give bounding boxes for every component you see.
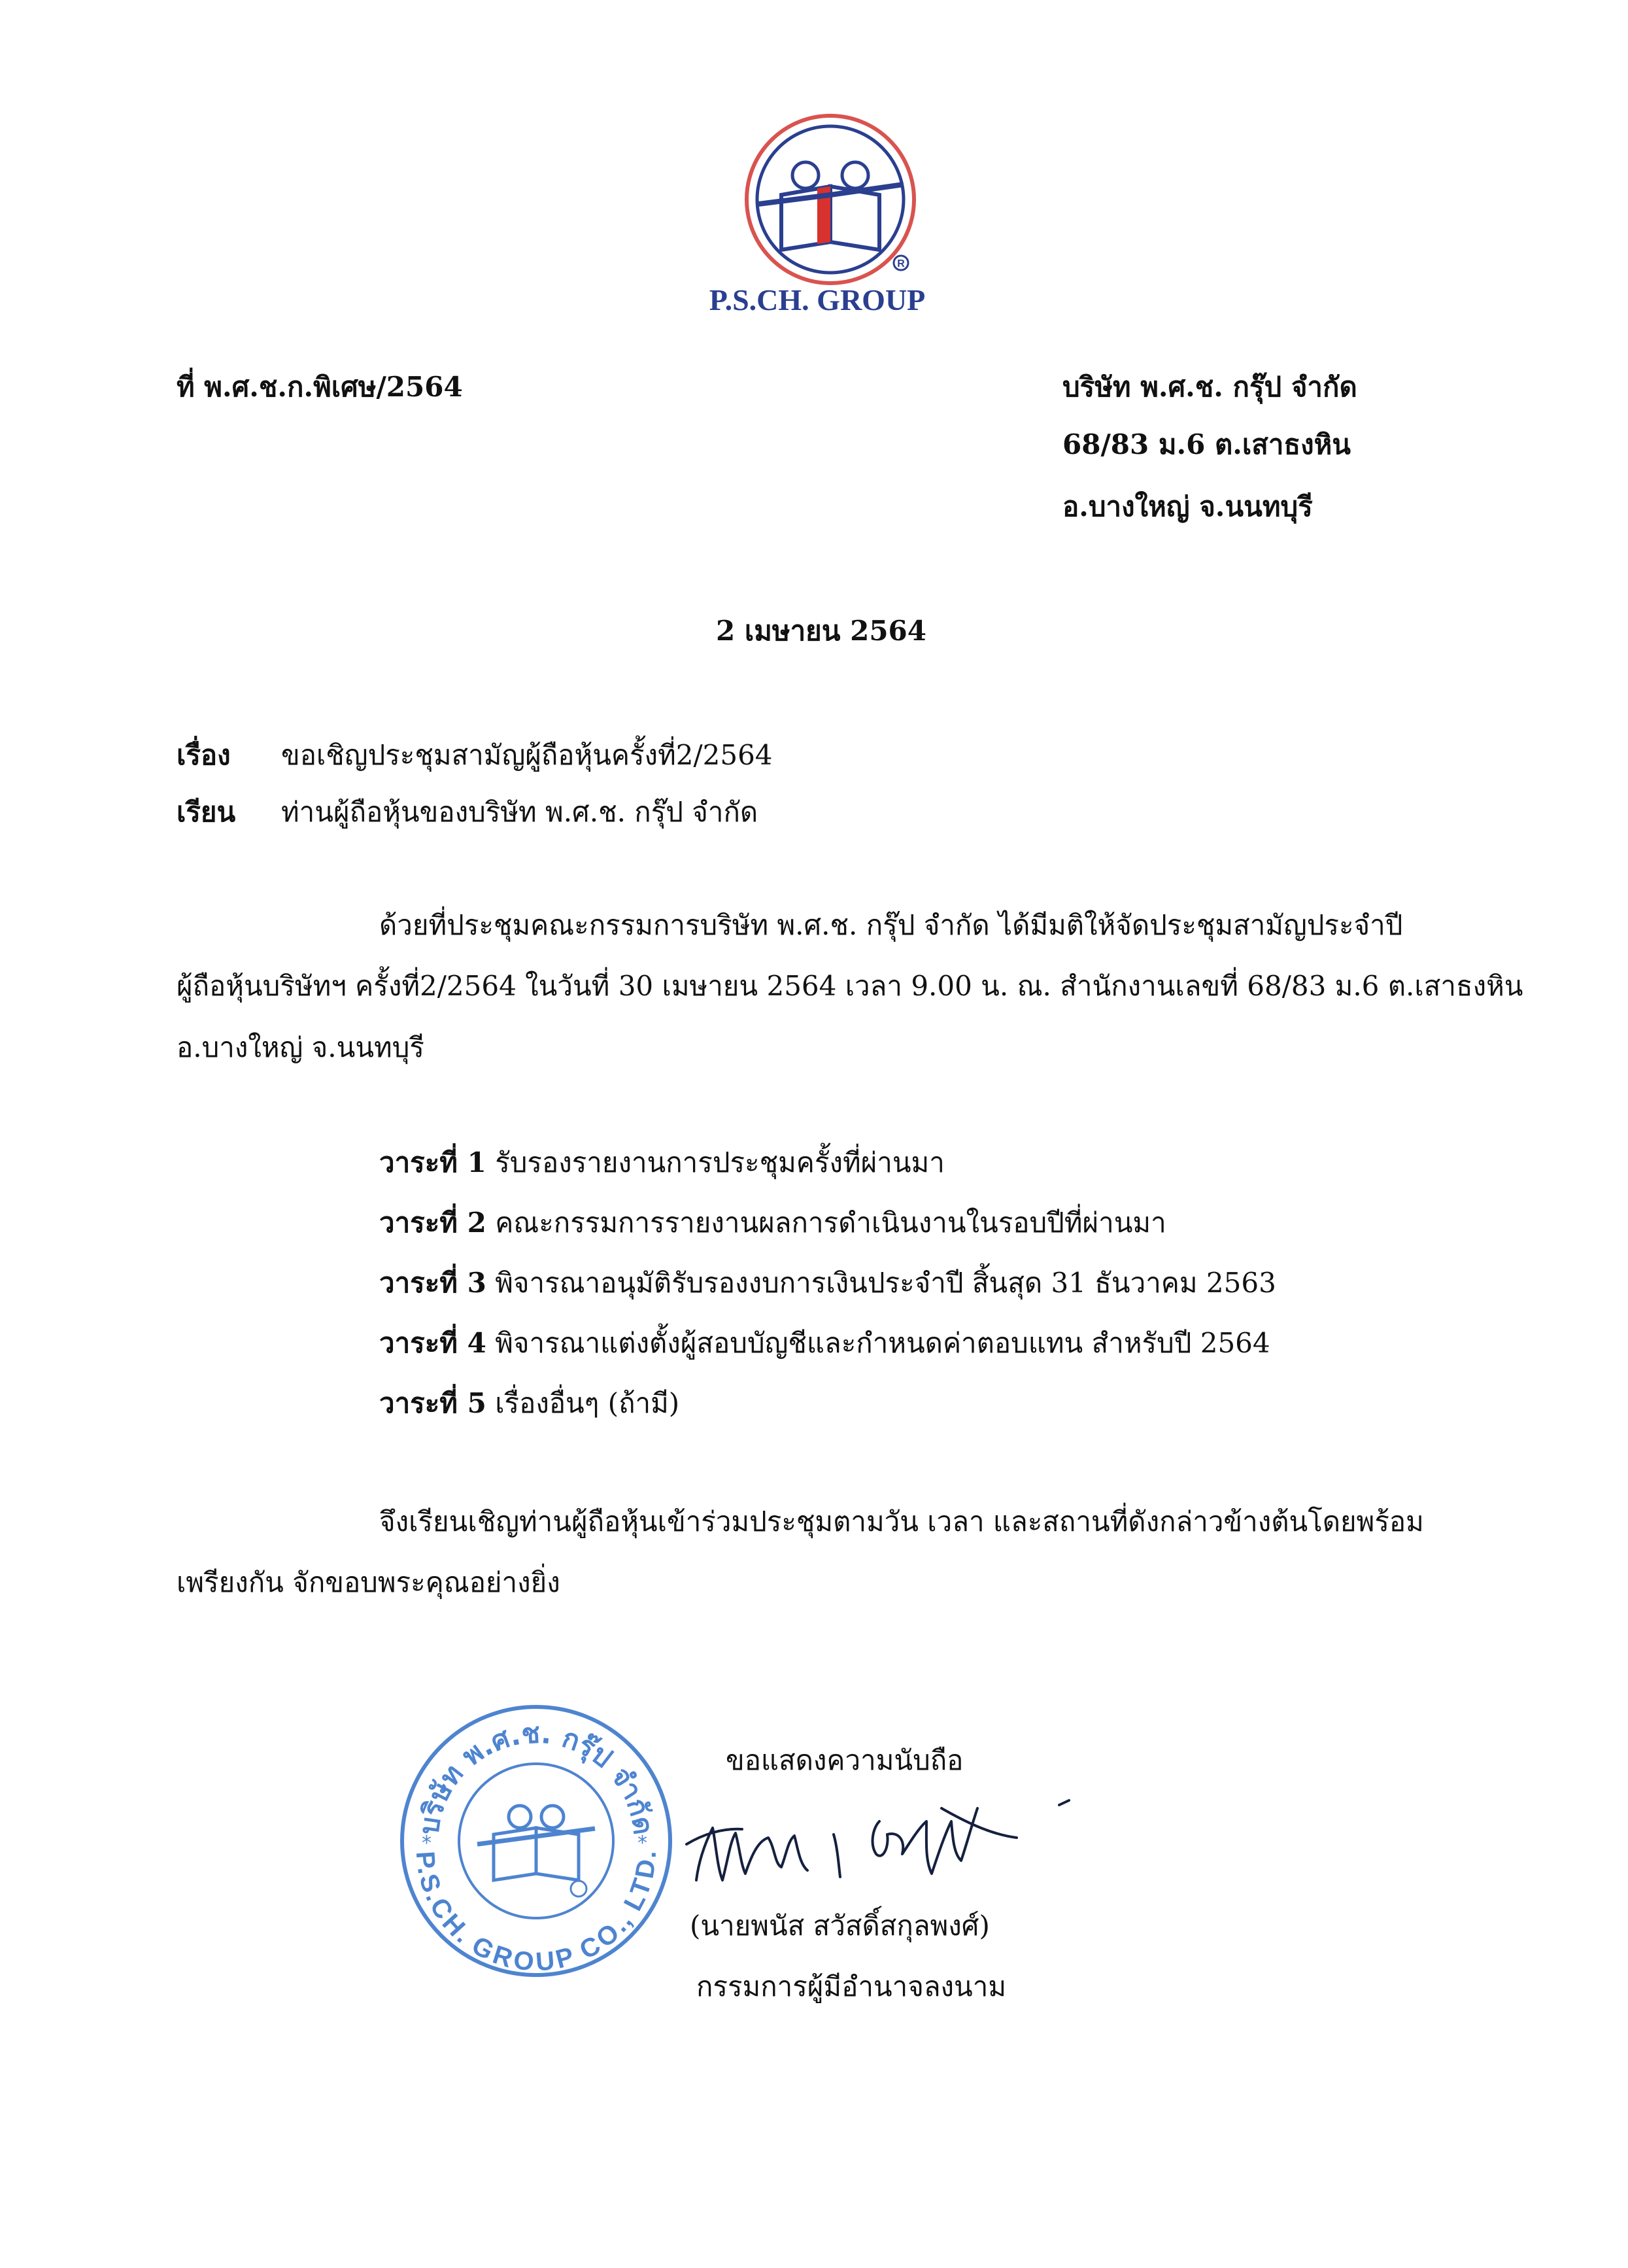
subject-text: ขอเชิญประชุมสามัญผู้ถือหุ้นครั้งที่2/2564 — [281, 739, 773, 771]
agenda-item — [379, 1384, 679, 1423]
agenda-item — [379, 1143, 945, 1182]
agenda-item — [379, 1203, 1166, 1243]
reference-number: ที่ พ.ศ.ช.ก.พิเศษ/2564 — [177, 371, 463, 403]
handwritten-signature — [683, 1782, 1076, 1893]
agenda-item-label: วาระที่ 1 — [379, 1146, 486, 1178]
agenda-item-text: พิจารณาอนุมัติรับรองงบการเงินประจำปี สิ้นสุด 31 ธันวาคม 2563 — [495, 1267, 1276, 1299]
stamp-top-text: บริษัท พ.ศ.ช. กรุ๊ป จำกัด — [413, 1717, 660, 1837]
recipient-text: ท่านผู้ถือหุ้นของบริษัท พ.ศ.ช. กรุ๊ป จำกัด — [281, 796, 758, 828]
recipient-label: เรียน — [177, 796, 236, 828]
agenda-item — [379, 1263, 1276, 1303]
body-line-2: ผู้ถือหุ้นบริษัทฯ ครั้งที่2/2564 ในวันที่ 30 เมษายน 2564 เวลา 9.00 น. ณ. สำนักงานเลขที่ 68/83 ม.6 ต.เสาธงหิน — [177, 970, 1523, 1002]
body-line-1: ด้วยที่ประชุมคณะกรรมการบริษัท พ.ศ.ช. กรุ๊ป จำกัด ได้มีมติให้จัดประชุมสามัญประจำปี — [379, 909, 1403, 941]
body-line-3: อ.บางใหญ่ จ.นนทบุรี — [177, 1031, 424, 1063]
company-address-line-1: 68/83 ม.6 ต.เสาธงหิน — [1062, 428, 1351, 460]
signer-name: (นายพนัส สวัสดิ์สกุลพงศ์) — [690, 1910, 990, 1942]
subject-label: เรื่อง — [177, 739, 231, 771]
logo-brand-text: P.S.CH. GROUP — [709, 283, 926, 317]
agenda-item-text: รับรองรายงานการประชุมครั้งที่ผ่านมา — [495, 1146, 945, 1178]
svg-text:R: R — [897, 258, 905, 269]
company-address-line-2: อ.บางใหญ่ จ.นนทบุรี — [1062, 490, 1313, 523]
company-logo — [732, 111, 928, 288]
svg-text:บริษัท พ.ศ.ช. กรุ๊ป จำกัด — [413, 1717, 660, 1837]
company-stamp — [396, 1700, 677, 1982]
agenda-item-text: คณะกรรมการรายงานผลการดำเนินงานในรอบปีที่ผ่านมา — [495, 1207, 1166, 1239]
closing-line-1: จึงเรียนเชิญท่านผู้ถือหุ้นเข้าร่วมประชุมตามวัน เวลา และสถานที่ดังกล่าวข้างต้นโดยพร้อม — [379, 1505, 1424, 1538]
company-name: บริษัท พ.ศ.ช. กรุ๊ป จำกัด — [1062, 371, 1357, 403]
agenda-item-text: เรื่องอื่นๆ (ถ้ามี) — [495, 1387, 680, 1419]
svg-text:*: * — [637, 1832, 647, 1855]
agenda-item-label: วาระที่ 5 — [379, 1387, 486, 1419]
closing-line-2: เพรียงกัน จักขอบพระคุณอย่างยิ่ง — [177, 1566, 560, 1598]
agenda-item-label: วาระที่ 2 — [379, 1207, 486, 1239]
svg-text:*: * — [422, 1832, 432, 1855]
agenda-item-label: วาระที่ 4 — [379, 1327, 486, 1359]
signer-title: กรรมการผู้มีอำนาจลงนาม — [696, 1970, 1007, 2002]
regards-text: ขอแสดงความนับถือ — [726, 1744, 964, 1776]
agenda-item-text: พิจารณาแต่งตั้งผู้สอบบัญชีและกำหนดค่าตอบแทน สำหรับปี 2564 — [495, 1327, 1270, 1359]
agenda-item-label: วาระที่ 3 — [379, 1267, 486, 1299]
agenda-item — [379, 1324, 1270, 1363]
letter-date: 2 เมษายน 2564 — [716, 615, 926, 647]
stamp-bottom-text: P.S.CH. GROUP CO., LTD. — [410, 1850, 662, 1977]
